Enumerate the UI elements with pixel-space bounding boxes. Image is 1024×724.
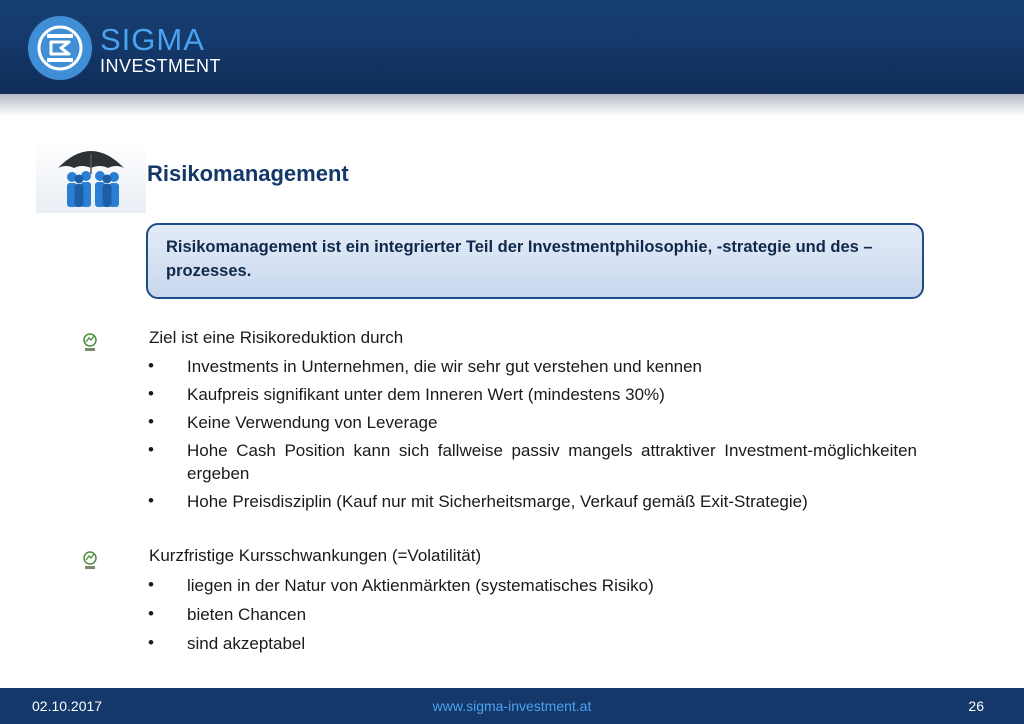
callout-box — [146, 223, 924, 299]
header-shadow — [0, 94, 1024, 116]
section1-bullet-5: Hohe Preisdisziplin (Kauf nur mit Sicherheitsmarge, Verkauf gemäß Exit-Strategie) — [187, 492, 808, 511]
umbrella-people-icon — [36, 140, 146, 213]
header-bar — [0, 0, 1024, 94]
section2-bullet-3: sind akzeptabel — [187, 634, 306, 653]
page-number: 26 — [968, 698, 984, 714]
section1-bullet-3: Keine Verwendung von Leverage — [187, 413, 438, 432]
bullet-symbol: • — [148, 412, 154, 431]
section2-bullet-2: bieten Chancen — [187, 605, 307, 624]
sigma-logo-icon — [28, 16, 92, 80]
alfa-gauge-icon — [82, 333, 98, 353]
bullet-symbol: • — [148, 633, 154, 652]
bullet-symbol: • — [148, 384, 154, 403]
bullet-symbol: • — [148, 356, 154, 375]
slide-title: Risikomanagement — [147, 161, 349, 186]
alfa-gauge-icon — [82, 551, 98, 571]
bullet-symbol: • — [148, 491, 154, 510]
section1-bullet-1: Investments in Unternehmen, die wir sehr gut verstehen und kennen — [187, 357, 703, 376]
bullet-symbol: • — [148, 604, 154, 623]
logo-wordmark-investment: INVESTMENT — [100, 56, 222, 76]
footer-date: 02.10.2017 — [32, 698, 103, 714]
callout-text: Risikomanagement ist ein integrierter Teil der Investmentphilosophie, -strategie und des –prozesses. — [166, 238, 873, 280]
bullet-symbol: • — [148, 575, 154, 594]
logo-wordmark-sigma: SIGMA — [100, 22, 205, 57]
section1-heading: Ziel ist eine Risikoreduktion durch — [149, 328, 404, 347]
section1-bullet-2: Kaufpreis signifikant unter dem Inneren Wert (mindestens 30%) — [187, 385, 665, 404]
section1-bullet-4: Hohe Cash Position kann sich fallweise passiv mangels attraktiver Investment-möglichkeiten ergeben — [187, 441, 917, 483]
bullet-symbol: • — [148, 440, 154, 459]
footer-website-link[interactable]: www.sigma-investment.at — [432, 698, 592, 714]
section2-bullet-1: liegen in der Natur von Aktienmärkten (systematisches Risiko) — [187, 576, 654, 595]
footer-bar — [0, 688, 1024, 724]
section2-heading: Kurzfristige Kursschwankungen (=Volatilität) — [149, 546, 482, 565]
